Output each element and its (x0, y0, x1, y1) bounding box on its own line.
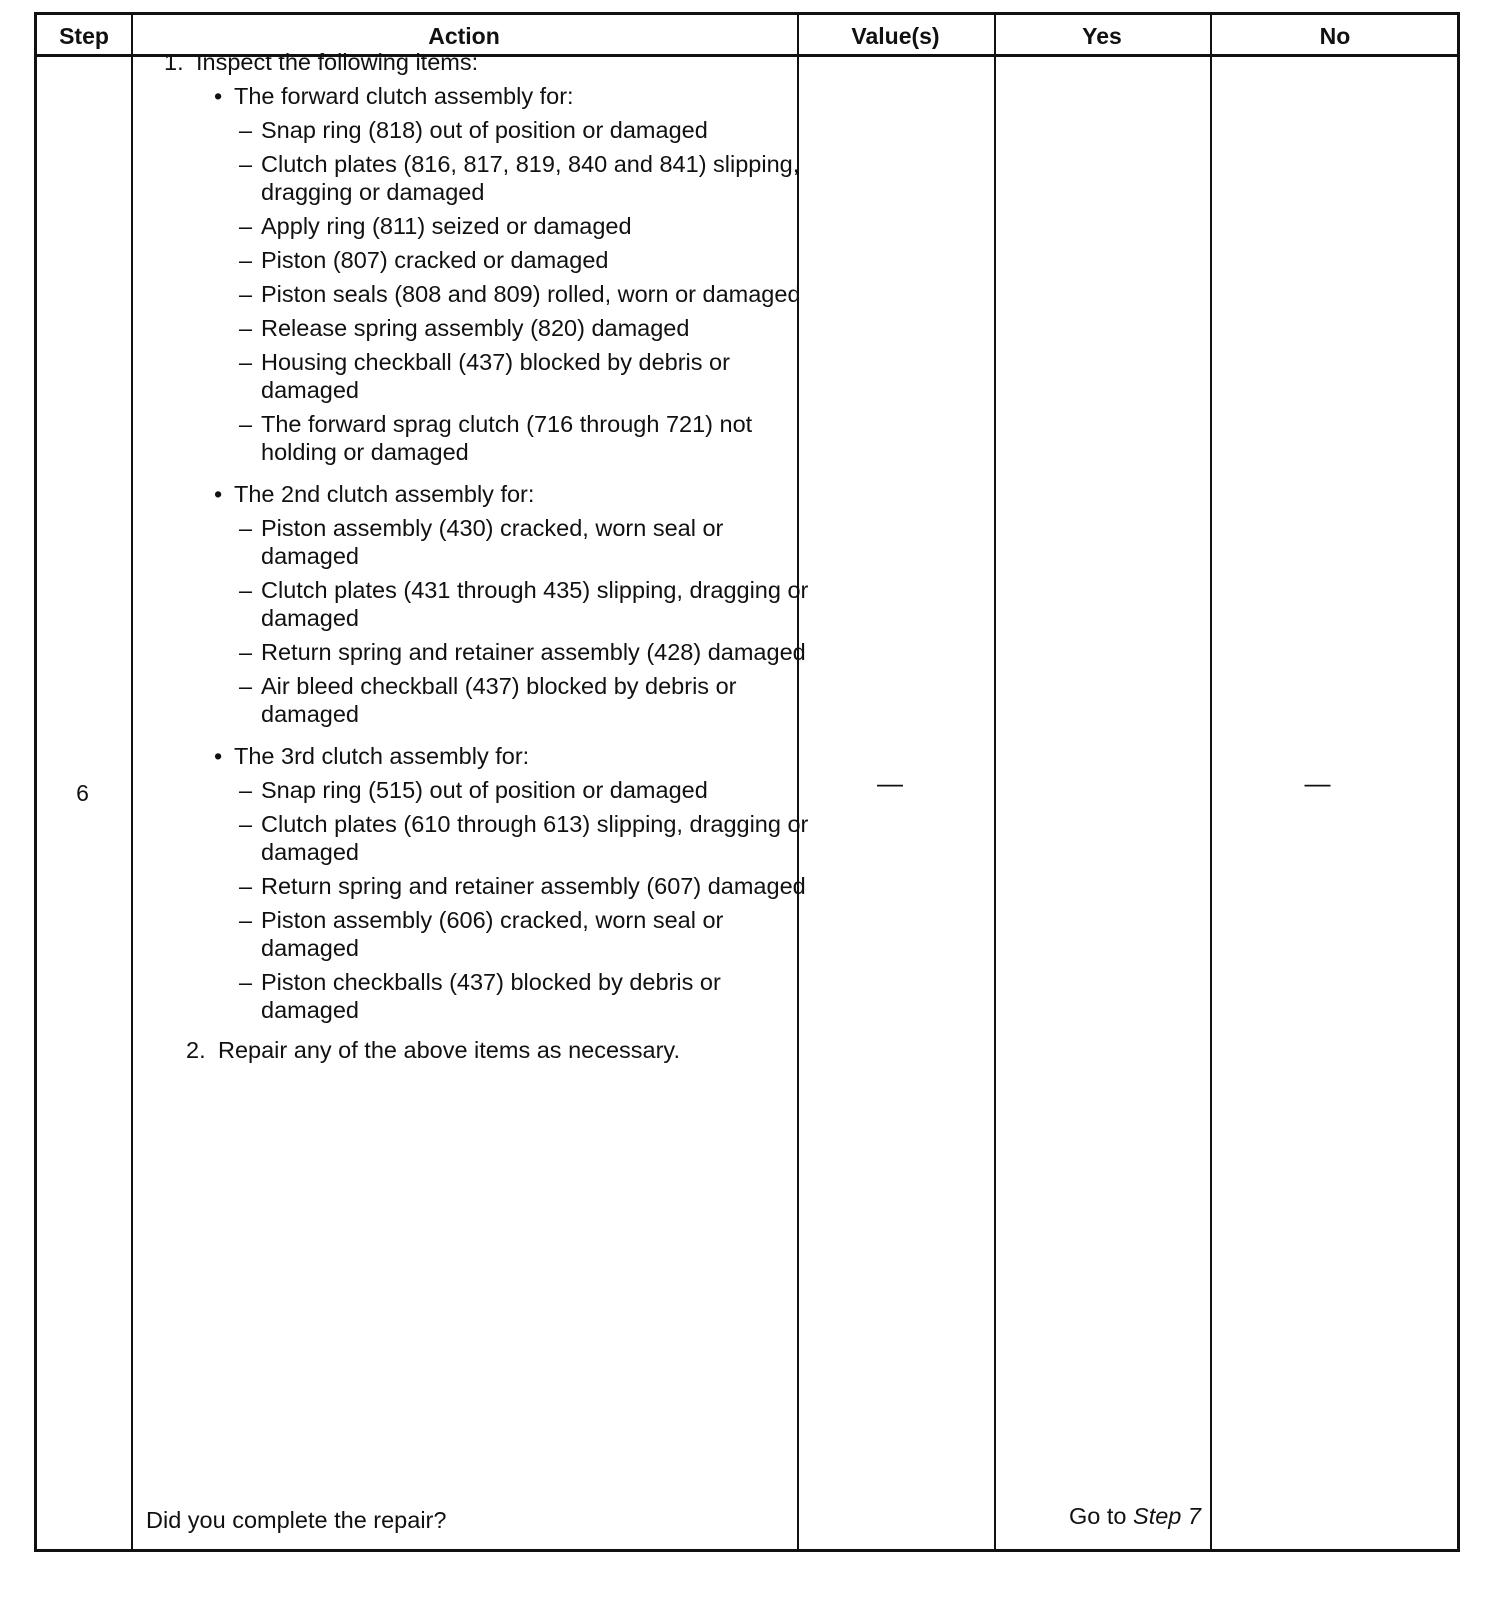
numbered-item: 2. Repair any of the above items as necessary. (186, 1037, 680, 1063)
numbered-item: 1. Inspect the following items: (164, 49, 479, 75)
repair-question: Did you complete the repair? (146, 1507, 447, 1533)
sub-item: – Air bleed checkball (437) blocked by debris or damaged (239, 673, 737, 727)
column-divider (131, 15, 133, 1549)
sub-item: – Piston assembly (606) cracked, worn seal or damaged (239, 907, 724, 961)
bullet-item: • The 2nd clutch assembly for: (214, 481, 535, 507)
sub-item: – Piston seals (808 and 809) rolled, worn or damaged (239, 281, 801, 307)
bullet-item: • The forward clutch assembly for: (214, 83, 574, 109)
sub-item: – Piston checkballs (437) blocked by debris or damaged (239, 969, 721, 1023)
sub-item: – Piston assembly (430) cracked, worn seal or damaged (239, 515, 724, 569)
no-cell: — (1304, 768, 1331, 798)
header-no: No (1319, 23, 1351, 49)
sub-item: – Clutch plates (816, 817, 819, 840 and 841) slipping, dragging or damaged (239, 151, 800, 205)
sub-item: – Snap ring (818) out of position or damaged (239, 117, 708, 143)
bullet-item: • The 3rd clutch assembly for: (214, 743, 530, 769)
sub-item: – Housing checkball (437) blocked by debris or damaged (239, 349, 730, 403)
sub-item: – Apply ring (811) seized or damaged (239, 213, 632, 239)
sub-item: – Return spring and retainer assembly (428) damaged (239, 639, 806, 665)
value-cell: — (877, 768, 903, 798)
step-number: 6 (76, 780, 89, 806)
sub-item: – Snap ring (515) out of position or damaged (239, 777, 708, 803)
sub-item: – The forward sprag clutch (716 through 721) not holding or damaged (239, 411, 753, 465)
sub-item: – Release spring assembly (820) damaged (239, 315, 690, 341)
header-step: Step (59, 23, 109, 49)
sub-item: – Return spring and retainer assembly (607) damaged (239, 873, 806, 899)
header-yes: Yes (1082, 23, 1122, 49)
header-action: Action (428, 23, 500, 49)
column-divider (994, 15, 996, 1549)
header-values: Value(s) (851, 23, 940, 49)
sub-item: – Clutch plates (610 through 613) slipping, dragging or damaged (239, 811, 809, 865)
sub-item: – Piston (807) cracked or damaged (239, 247, 609, 273)
sub-item: – Clutch plates (431 through 435) slipping, dragging or damaged (239, 577, 809, 631)
yes-go-to-step: Go to Step 7 (1069, 1503, 1201, 1529)
action-cell (134, 44, 824, 1064)
